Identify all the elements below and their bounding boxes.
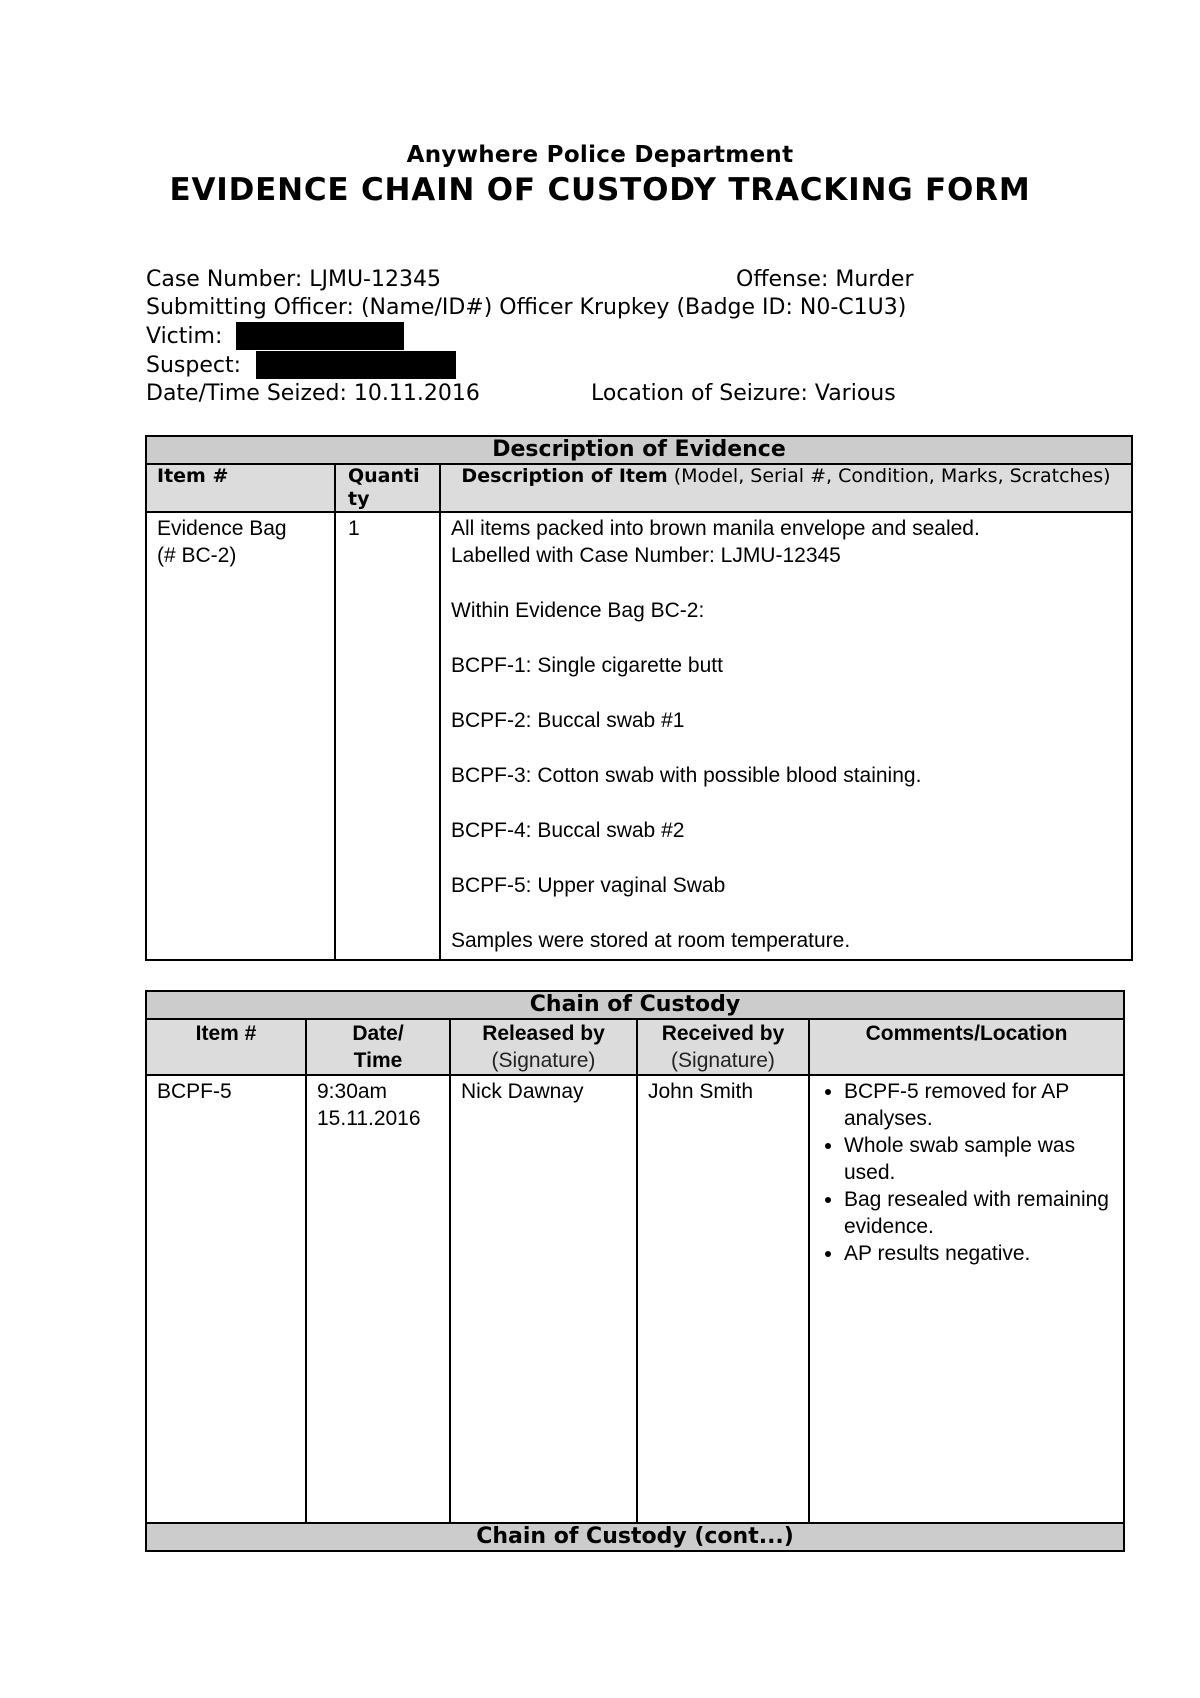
evidence-table-title: Description of Evidence [146,436,1132,464]
evidence-quantity-cell: 1 [335,512,440,960]
comment-item: • BCPF-5 removed for AP analyses. [844,1078,1113,1132]
evidence-item-cell: Evidence Bag (# BC-2) [146,512,335,960]
date-seized: Date/Time Seized: 10.11.2016 [146,381,480,406]
custody-col-received-by: Received by (Signature) [637,1019,809,1075]
comments-list [814,1078,1113,1267]
custody-item-cell: BCPF-5 [146,1075,306,1523]
comment-item: • Bag resealed with remaining evidence. [844,1186,1113,1240]
case-number: Case Number: LJMU-12345 [146,267,441,292]
evidence-col-item: Item # [146,464,335,512]
evidence-col-quantity: Quanti ty [335,464,440,512]
custody-table [145,990,1125,1552]
evidence-table [145,435,1133,961]
comment-item: • AP results negative. [844,1240,1113,1267]
submitting-officer: Submitting Officer: (Name/ID#) Officer Krupkey (Badge ID: N0-C1U3) [146,295,907,320]
victim-label: Victim: [146,324,223,349]
custody-comments-cell [809,1075,1124,1523]
suspect-label: Suspect: [146,353,242,378]
custody-table-title: Chain of Custody [146,991,1124,1019]
custody-col-item: Item # [146,1019,306,1075]
custody-col-comments: Comments/Location [809,1019,1124,1075]
form-title: EVIDENCE CHAIN OF CUSTODY TRACKING FORM [169,172,1031,208]
evidence-col-description: Description of Item (Model, Serial #, Condition, Marks, Scratches) [440,464,1132,512]
comment-item: • Whole swab sample was used. [844,1132,1113,1186]
custody-datetime-cell: 9:30am 15.11.2016 [306,1075,450,1523]
victim-redaction [236,322,404,350]
offense: Offense: Murder [736,267,914,292]
custody-continued-band: Chain of Custody (cont...) [146,1523,1124,1551]
custody-row [146,1075,1124,1523]
custody-received-cell: John Smith [637,1075,809,1523]
department-name: Anywhere Police Department [406,142,794,168]
custody-col-released-by: Released by (Signature) [450,1019,637,1075]
suspect-redaction [256,351,456,379]
custody-released-cell: Nick Dawnay [450,1075,637,1523]
location-of-seizure: Location of Seizure: Various [591,381,896,406]
evidence-description-cell: All items packed into brown manila envelope and sealed. Labelled with Case Number: LJMU-12345 Within Evidence Bag BC-2: BCPF-1: Single cigarette butt BCPF-2: Buccal swab #1 BCPF-3: Cotton swab with possible blood staining. BCPF-4: Buccal swab #2 BCPF-5: Upper vaginal Swab Samples were stored at room temperature. [440,512,1132,960]
evidence-row [146,512,1132,960]
custody-col-datetime: Date/ Time [306,1019,450,1075]
